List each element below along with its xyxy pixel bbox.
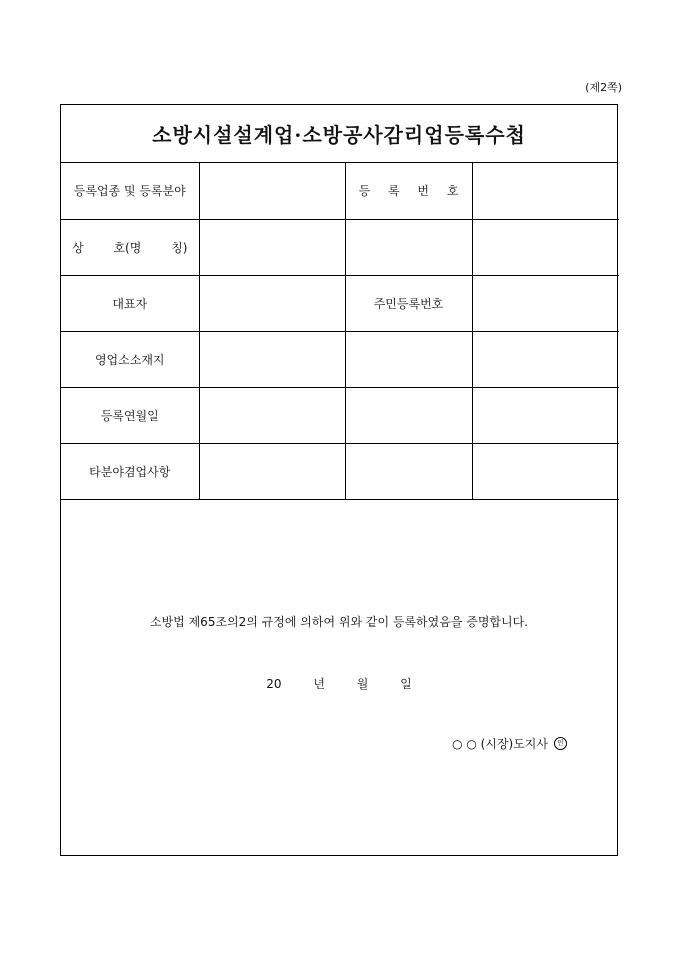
label-cell-representative: 대표자 [61,275,199,331]
registration-form [60,104,618,856]
value-cell-trade-name-1[interactable] [199,219,345,275]
table-row [61,331,619,387]
label-cell-registration-number: 등 록 번 호 [345,163,472,219]
value-cell-other-business-3[interactable] [472,443,619,499]
value-cell-trade-name-2[interactable] [345,219,472,275]
value-cell-office-address-1[interactable] [199,331,345,387]
table-row [61,387,619,443]
issuer-name: ○ ○ (시장)도지사 [452,737,548,751]
seal-icon: 인 [554,737,567,750]
value-cell-business-type[interactable] [199,163,345,219]
value-cell-registration-date-2[interactable] [345,387,472,443]
value-cell-office-address-2[interactable] [345,331,472,387]
value-cell-representative[interactable] [199,275,345,331]
value-cell-registration-date-3[interactable] [472,387,619,443]
table-row [61,219,619,275]
table-row [61,443,619,499]
value-cell-resident-number[interactable] [472,275,619,331]
form-title: 소방시설설계업·소방공사감리업등록수첩 [61,105,617,163]
label-cell-office-address: 영업소소재지 [61,331,199,387]
table-row [61,163,619,219]
certificate-section [61,505,617,855]
value-cell-registration-number[interactable] [472,163,619,219]
label-cell-registration-date: 등록연월일 [61,387,199,443]
value-cell-office-address-3[interactable] [472,331,619,387]
page-number-label: (제2쪽) [585,81,622,94]
certificate-date: 20 년 월 일 [266,677,412,691]
value-cell-registration-date-1[interactable] [199,387,345,443]
value-cell-trade-name-3[interactable] [472,219,619,275]
certificate-issuer [452,735,567,752]
value-cell-other-business-2[interactable] [345,443,472,499]
label-cell-trade-name: 상 호(명 칭) [61,219,199,275]
value-cell-other-business-1[interactable] [199,443,345,499]
label-cell-business-type: 등록업종 및 등록분야 [61,163,199,219]
label-cell-other-business: 타분야겸업사항 [61,443,199,499]
registration-table [61,163,619,500]
label-cell-resident-number: 주민등록번호 [345,275,472,331]
certificate-statement: 소방법 제65조의2의 규정에 의하여 위와 같이 등록하였음을 증명합니다. [150,615,528,629]
table-row [61,275,619,331]
